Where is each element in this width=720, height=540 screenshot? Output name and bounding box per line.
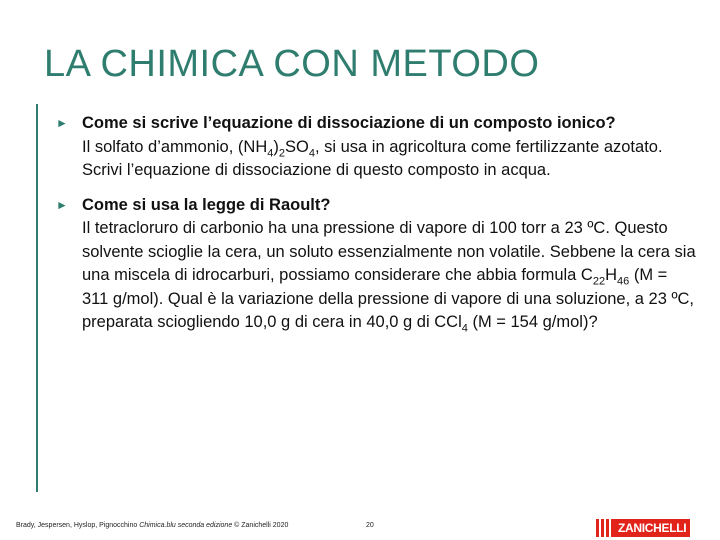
question-body: Il tetracloruro di carbonio ha una pressione di vapore di 100 torr a 23 ºC. Questo solvente scioglie la cera, un soluto essenzialmente non volatile. Sebbene la cera sia una miscela di idrocarburi, possiamo considerare che abbia formula $C_{22}H_{46}$ (M = 311 g/mol). Qual è la variazione della pressione di vapore di una soluzione, a 23 ºC, preparata sciogliendo 10,0 g di cera in 40,0 g di CCl$_4$ (M = 154 g/mol)? — [82, 219, 696, 335]
slide-title: LA CHIMICA CON METODO — [44, 43, 540, 85]
bullet-arrow-icon: ► — [56, 116, 68, 130]
publisher-logo — [596, 519, 714, 537]
question-heading: Come si usa la legge di Raoult? — [82, 195, 331, 214]
page-number: 20 — [366, 522, 374, 529]
logo-wordmark: ZANICHELLI — [614, 519, 690, 537]
footer-credits: Brady, Jespersen, Hyslop, Pignocchino Chimica.blu seconda edizione © Zanichelli 2020 — [16, 522, 289, 529]
question-body: Il solfato d’ammonio, $(NH_4)_2SO_4$, si usa in agricoltura come fertilizzante azotato. Scrivi l’equazione di dissociazione di questo composto in acqua. — [82, 137, 663, 179]
bullet-arrow-icon: ► — [56, 197, 68, 212]
list-item — [56, 112, 696, 183]
slide-content — [56, 112, 696, 346]
accent-divider — [36, 104, 38, 492]
question-heading: Come si scrive l’equazione di dissociazione di un composto ionico? — [82, 114, 616, 132]
list-item — [56, 194, 696, 335]
logo-stripes-icon — [596, 519, 614, 537]
